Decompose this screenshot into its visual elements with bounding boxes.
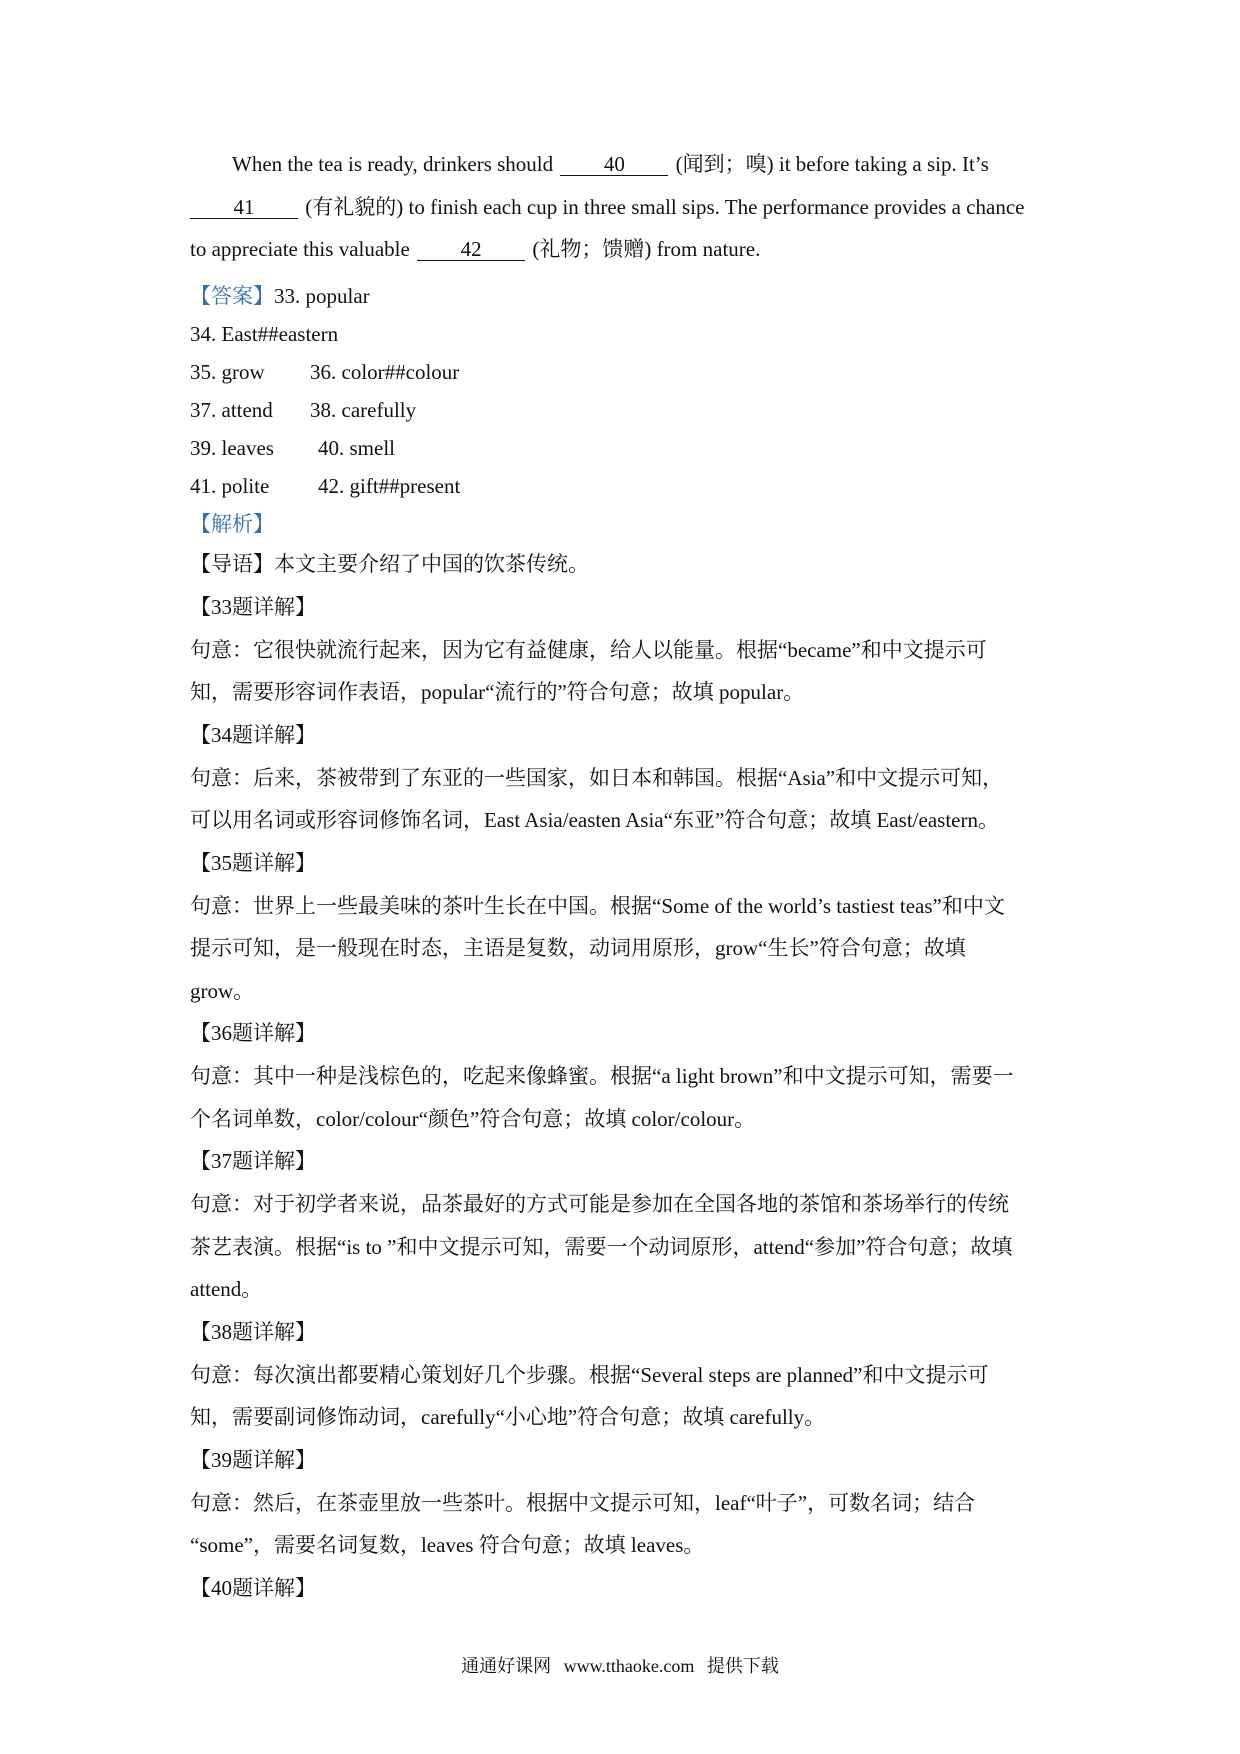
answer-37: 37. attend: [190, 397, 273, 422]
detail-line: 茶艺表演。根据“is to ”和中文提示可知，需要一个动词原形，attend“参加”符合句意；故填: [190, 1234, 1013, 1259]
detail-line: 句意：然后，在茶壶里放一些茶叶。根据中文提示可知，leaf“叶子”，可数名词；结合: [190, 1490, 976, 1515]
detail-heading: 【40题详解】: [190, 1575, 316, 1600]
answer-33: 33. popular: [274, 283, 370, 308]
detail-heading: 【35题详解】: [190, 850, 316, 875]
detail-line: 可以用名词或形容词修饰名词，East Asia/easten Asia“东亚”符合句意；故填 East/eastern。: [190, 808, 999, 832]
blank-41: 41: [190, 196, 298, 219]
analysis-row: [190, 505, 1060, 543]
detail-line: grow。: [190, 978, 255, 1003]
detail-36: [190, 1012, 1060, 1140]
detail-line: 句意：它很快就流行起来，因为它有益健康，给人以能量。根据“became”和中文提示可: [190, 637, 987, 662]
detail-heading: 【36题详解】: [190, 1021, 316, 1045]
detail-line: 句意：世界上一些最美味的茶叶生长在中国。根据“Some of the world’s tastiest teas”和中文: [190, 893, 1005, 918]
blank-40: 40: [560, 153, 668, 176]
passage-paragraph: [190, 143, 1060, 271]
detail-line: “some”，需要名词复数，leaves 符合句意；故填 leaves。: [190, 1533, 705, 1557]
detail-line: 知，需要形容词作表语，popular“流行的”符合句意；故填 popular。: [190, 680, 805, 704]
detail-line: 个名词单数，color/colour“颜色”符合句意；故填 color/colour。: [190, 1106, 756, 1131]
detail-37: [190, 1140, 1060, 1311]
answer-34: 34. East##eastern: [190, 321, 339, 346]
detail-40: [190, 1567, 1060, 1610]
detail-heading: 【38题详解】: [190, 1319, 316, 1344]
passage-text: When the tea is ready, drinkers should: [232, 152, 554, 176]
detail-34: [190, 714, 1060, 842]
document-content: [190, 143, 1060, 1610]
answer-35: 35. grow: [190, 359, 265, 384]
answer-38: 38. carefully: [310, 397, 417, 422]
detail-heading: 【33题详解】: [190, 594, 316, 619]
answer-block: [190, 277, 1060, 543]
passage-text: (礼物；馈赠) from nature.: [532, 237, 761, 261]
detail-39: [190, 1439, 1060, 1567]
answer-row: [190, 353, 1060, 391]
passage-text: (有礼貌的) to finish each cup in three small sips. The performance provides a chance: [305, 194, 1025, 219]
analysis-label: 【解析】: [190, 511, 274, 536]
answer-41: 41. polite: [190, 473, 270, 498]
passage-text: (闻到；嗅) it before taking a sip. It’s: [675, 152, 989, 176]
detail-33: [190, 586, 1060, 714]
answer-row: [190, 277, 1060, 315]
footer-url[interactable]: www.tthaoke.com: [563, 1656, 695, 1676]
detail-38: [190, 1311, 1060, 1439]
detail-line: 句意：后来，茶被带到了东亚的一些国家，如日本和韩国。根据“Asia”和中文提示可知，: [190, 765, 1004, 790]
detail-line: 提示可知，是一般现在时态，主语是复数，动词用原形，grow“生长”符合句意；故填: [190, 936, 966, 960]
answer-39: 39. leaves: [190, 435, 274, 460]
answer-row: [190, 315, 1060, 353]
detail-line: attend。: [190, 1277, 263, 1301]
blank-42: 42: [417, 238, 525, 261]
answer-row: [190, 467, 1060, 505]
guide-text: 【导语】本文主要介绍了中国的饮茶传统。: [190, 551, 589, 576]
detail-heading: 【37题详解】: [190, 1149, 316, 1173]
answer-row: [190, 429, 1060, 467]
answer-36: 36. color##colour: [310, 359, 460, 384]
detail-heading: 【34题详解】: [190, 722, 316, 747]
answer-label: 【答案】: [190, 283, 274, 308]
answer-row: [190, 391, 1060, 429]
page-footer: [0, 1652, 1240, 1678]
detail-line: 句意：其中一种是浅棕色的，吃起来像蜂蜜。根据“a light brown”和中文提示可知，需要一: [190, 1064, 1014, 1088]
footer-brand: 通通好课网: [461, 1656, 552, 1676]
footer-note: 提供下载: [706, 1656, 779, 1676]
detail-line: 句意：每次演出都要精心策划好几个步骤。根据“Several steps are planned”和中文提示可: [190, 1362, 989, 1387]
passage-text: to appreciate this valuable: [190, 237, 410, 261]
answer-40: 40. smell: [318, 435, 395, 460]
detail-heading: 【39题详解】: [190, 1447, 316, 1472]
detail-35: [190, 842, 1060, 1013]
detail-line: 知，需要副词修饰动词，carefully“小心地”符合句意；故填 carefully。: [190, 1405, 826, 1429]
detail-line: 句意：对于初学者来说，品茶最好的方式可能是参加在全国各地的茶馆和茶场举行的传统: [190, 1192, 1009, 1216]
answer-42: 42. gift##present: [318, 473, 461, 498]
